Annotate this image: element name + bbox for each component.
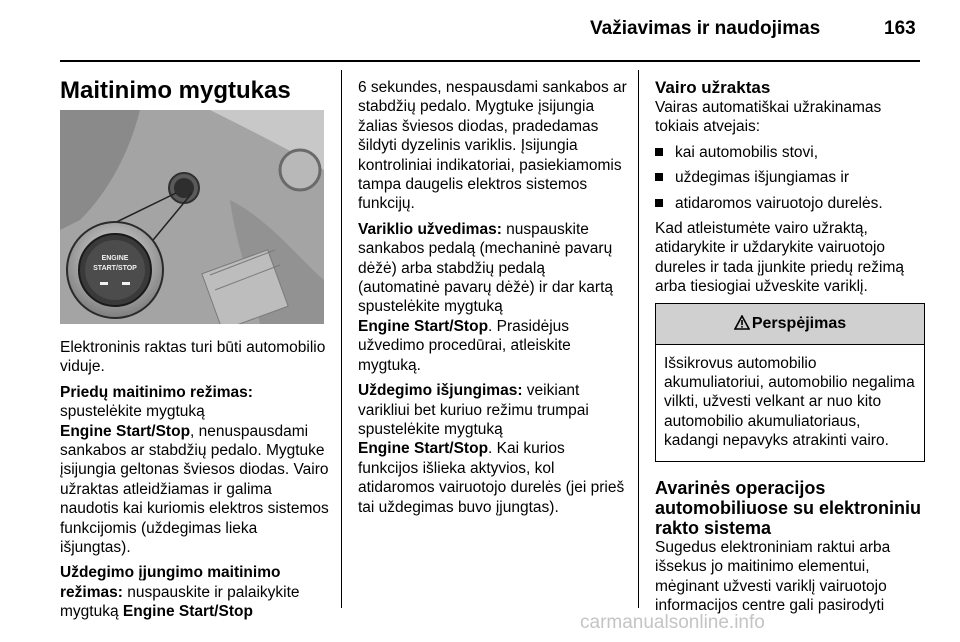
running-header: Važiavimas ir naudojimas — [590, 18, 821, 39]
engine-start-label: Variklio užvedimas: — [358, 220, 502, 238]
ignition-mode-label: Uždegimo įjungimo maitinimo režimas: — [60, 564, 281, 601]
ignition-continued-paragraph: 6 sekundes, nespausdami sankabos ar stabdžių pedalo. Mygtuke įsijungia žalias šviesos diodas, pradedamas šildyti dyzelinis variklis. Įsijungia kontroliniai indikatoriai, pasiekiamomis tampa daugelis elektros sistemos funkcijų. — [358, 79, 627, 213]
engine-start-text-1: nuspauskite sankabos pedalą (mechaninė pavarų dėžė) arba stabdžių pedalą (automatinė pavarų dėžė) ir dar kartą spustelėkite mygtuką — [358, 220, 614, 316]
accessory-mode-text-2: , nenuspausdami sankabos ar stabdžių pedalo. Mygtuke įsijungia geltonas šviesos diodas. Vairo užraktas atleidžiamas ir galima naudotis kai kuriomis elektros sistemos funkcijomis (uždegimas lieka išjungtas). — [60, 422, 329, 557]
engine-start-paragraph — [358, 220, 628, 375]
column-1 — [60, 338, 330, 628]
steering-lock-intro: Vairas automatiškai užrakinamas tokiais atvejais: — [655, 99, 882, 136]
emergency-operations-heading: Avarinės operacijos automobiliuose su elektroniniu rakto sistema — [655, 477, 922, 538]
column-divider-1 — [341, 70, 342, 608]
ignition-off-text-1: veikiant varikliui bet kuriuo režimu trumpai spustelėkite mygtuką — [358, 382, 589, 438]
page-number: 163 — [884, 18, 916, 39]
engine-start-stop-photo — [60, 110, 324, 324]
engine-start-stop-ref: Engine Start/Stop — [122, 603, 253, 621]
ignition-mode-text-1: nuspauskite ir palaikykite mygtuką — [60, 583, 300, 621]
header-rule — [60, 60, 920, 62]
warning-title: Perspėjimas — [751, 314, 847, 332]
section-title: Maitinimo mygtukas — [60, 77, 291, 104]
emergency-operations-paragraph: Sugedus elektroniniam raktui arba išsekus jo maitinimo elementui, mėginant užvesti variklį vairuotojo informacijos centre gali pasirodyti — [655, 538, 891, 614]
column-divider-2 — [638, 70, 639, 608]
list-item-text: atidaromos vairuotojo durelės. — [675, 194, 883, 212]
engine-start-text-2: . Prasidėjus užvedimo procedūrai, atleiskite mygtuką. — [358, 317, 571, 374]
steering-lock-list — [655, 143, 925, 213]
steering-lock-heading: Vairo užraktas — [655, 78, 771, 97]
bullet-square-icon — [655, 173, 663, 181]
steering-release-paragraph: Kad atleistumėte vairo užraktą, atidarykite ir uždarykite vairuotojo dureles ir tada įjunkite priedų režimą arba tiesiogiai užveskite variklį. — [655, 220, 904, 296]
list-item-text: kai automobilis stovi, — [675, 143, 819, 161]
list-item — [655, 143, 925, 162]
ignition-off-paragraph — [358, 381, 628, 517]
ignition-off-text-2: . Kai kurios funkcijos išlieka aktyvios, kol atidaromos vairuotojo durelės (jei prieš tai uždegimas buvo įjungtas). — [358, 440, 625, 516]
engine-start-stop-ref: Engine Start/Stop — [60, 422, 191, 440]
bullet-square-icon — [655, 148, 663, 156]
watermark: carmanualsonline.info — [580, 612, 765, 633]
list-item — [655, 168, 925, 187]
ignition-mode-paragraph — [60, 563, 330, 621]
column-3 — [655, 78, 925, 621]
list-item — [655, 194, 925, 213]
warning-triangle-icon — [734, 315, 750, 330]
bullet-square-icon — [655, 199, 663, 207]
ignition-off-label: Uždegimo išjungimas: — [358, 382, 523, 400]
warning-header — [656, 304, 924, 345]
accessory-mode-text-1: spustelėkite mygtuką — [60, 403, 205, 421]
engine-start-stop-illustration — [60, 110, 324, 324]
button-label-line1: ENGINE — [101, 255, 129, 262]
warning-box — [655, 303, 925, 462]
column-2 — [358, 78, 628, 523]
accessory-mode-label: Priedų maitinimo režimas: — [60, 383, 253, 401]
intro-paragraph: Elektroninis raktas turi būti automobilio viduje. — [60, 339, 326, 376]
accessory-mode-paragraph — [60, 383, 330, 558]
engine-start-stop-ref: Engine Start/Stop — [358, 317, 489, 335]
button-label-line2: START/STOP — [93, 265, 137, 272]
list-item-text: uždegimas išjungiamas ir — [675, 169, 850, 187]
engine-start-stop-ref: Engine Start/Stop — [358, 440, 489, 458]
warning-text: Išsikrovus automobilio akumuliatoriui, automobilio negalima vilkti, užvesti velkant ar nuo kito automobilio akumuliatoriaus, kadangi nepavyks atrakinti vairo. — [664, 354, 915, 450]
